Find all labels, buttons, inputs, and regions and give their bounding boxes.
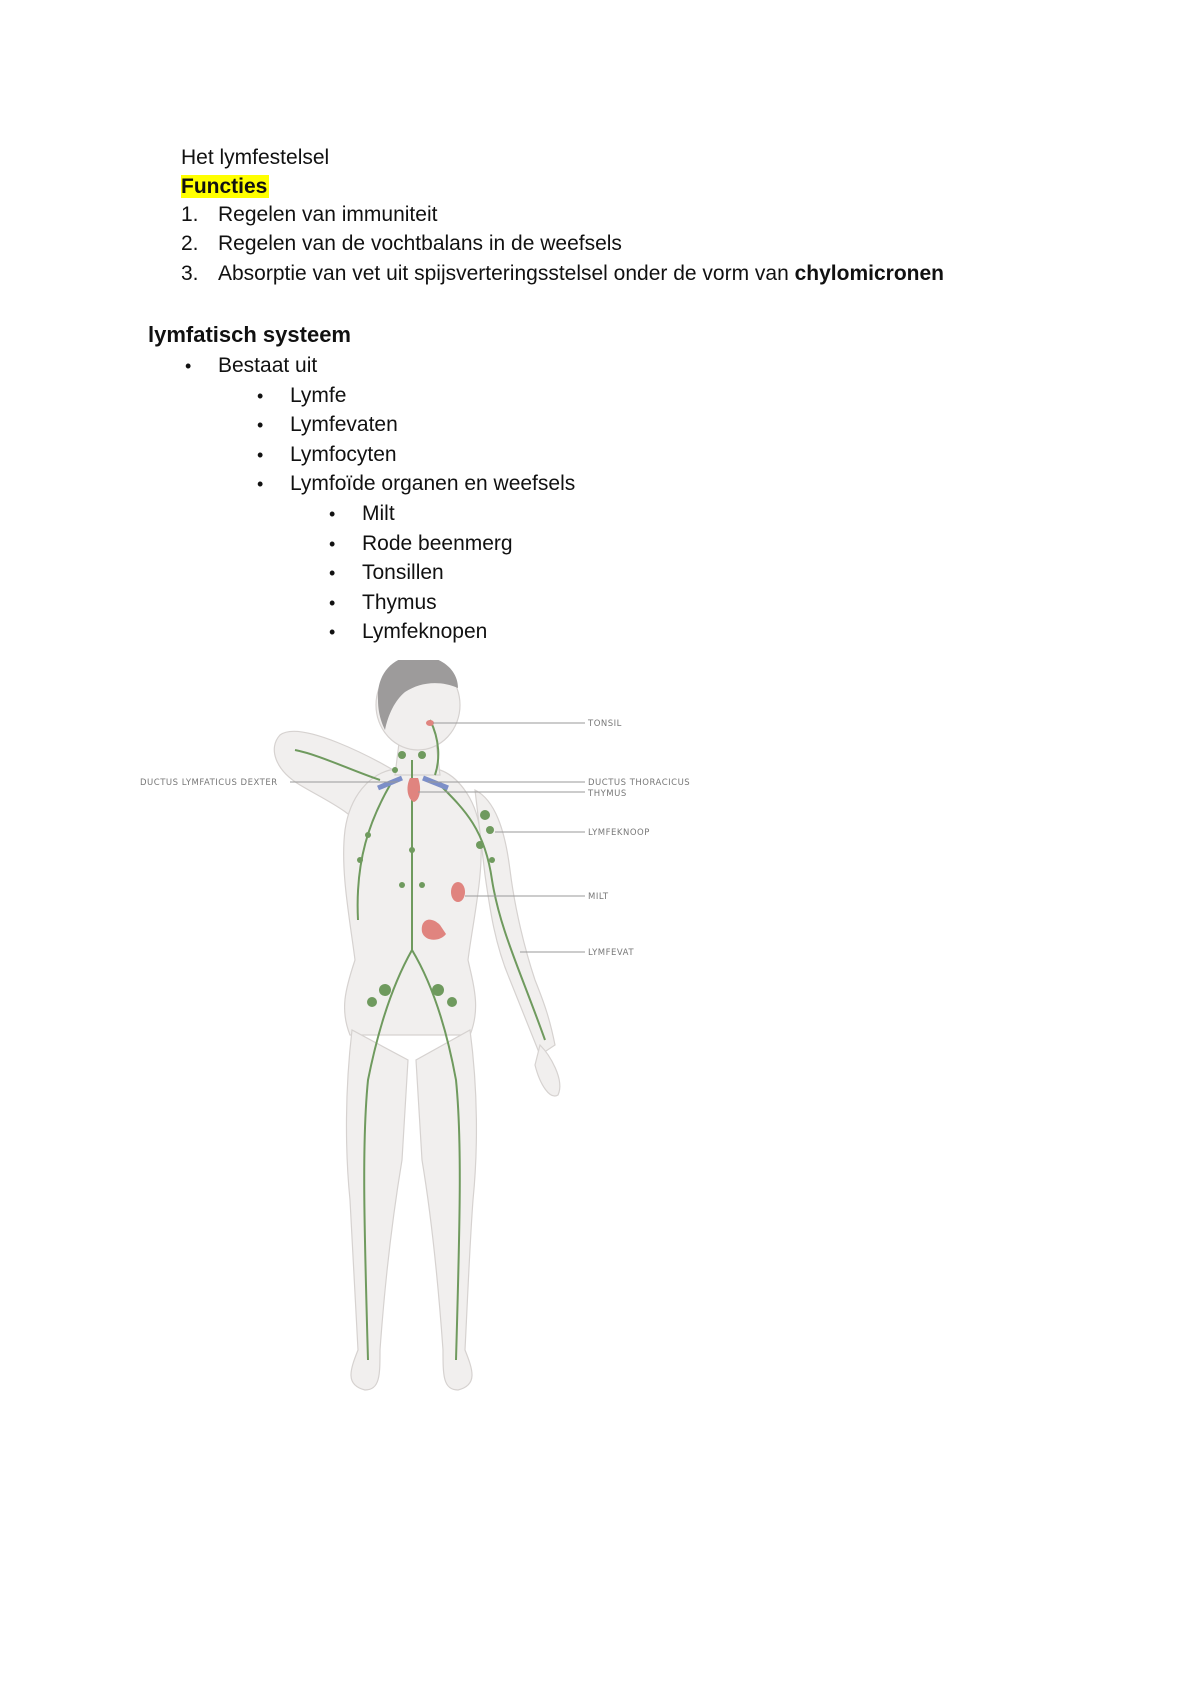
bestaat-uit-item: Bestaat uit [218, 354, 318, 377]
list-number: 1. [181, 203, 199, 226]
organ-item: Thymus [362, 591, 437, 614]
function-item-text: Absorptie van vet uit spijsverteringsstelsel onder de vorm van [218, 262, 795, 285]
function-item: Regelen van de vochtbalans in de weefsels [218, 232, 622, 255]
bullet-icon: • [329, 593, 336, 613]
tonsil-icon [426, 720, 434, 726]
body-silhouette [274, 731, 560, 1390]
function-item: Regelen van immuniteit [218, 203, 438, 226]
system-heading: lymfatisch systeem [148, 322, 351, 347]
label-thymus: THYMUS [588, 789, 627, 799]
spleen-icon [451, 882, 465, 902]
label-ductus-thoracicus: DUCTUS THORACICUS [588, 778, 691, 788]
head-shape [376, 660, 460, 750]
bullet-icon: • [329, 534, 336, 554]
organ-item: Rode beenmerg [362, 532, 513, 555]
label-milt: MILT [588, 892, 609, 902]
document-title: Het lymfestelsel [181, 146, 330, 169]
bullet-icon: • [257, 386, 264, 406]
component-item: Lymfocyten [290, 443, 397, 466]
bullet-icon: • [329, 622, 336, 642]
label-lymfevat: LYMFEVAT [588, 948, 635, 958]
label-tonsil: TONSIL [588, 719, 622, 729]
bullet-icon: • [257, 445, 264, 465]
label-ductus-dexter: DUCTUS LYMFATICUS DEXTER [140, 778, 278, 788]
component-item: Lymfevaten [290, 413, 398, 436]
function-item [218, 260, 944, 288]
bullet-icon: • [329, 504, 336, 524]
bullet-icon: • [257, 415, 264, 435]
lymphatic-system-figure [140, 660, 760, 1450]
list-number: 2. [181, 232, 199, 255]
functions-heading-text: Functies [181, 175, 268, 198]
function-item-bold: chylomicronen [794, 262, 944, 285]
bullet-icon: • [257, 474, 264, 494]
list-number: 3. [181, 262, 199, 285]
bullet-icon: • [329, 563, 336, 583]
organ-item: Tonsillen [362, 561, 444, 584]
organ-item: Lymfeknopen [362, 620, 488, 643]
component-item: Lymfe [290, 384, 347, 407]
component-item: Lymfoïde organen en weefsels [290, 472, 576, 495]
label-lymfeknoop: LYMFEKNOOP [588, 828, 650, 838]
organ-item: Milt [362, 502, 395, 525]
bullet-icon: • [185, 356, 192, 376]
functions-heading [181, 173, 269, 201]
